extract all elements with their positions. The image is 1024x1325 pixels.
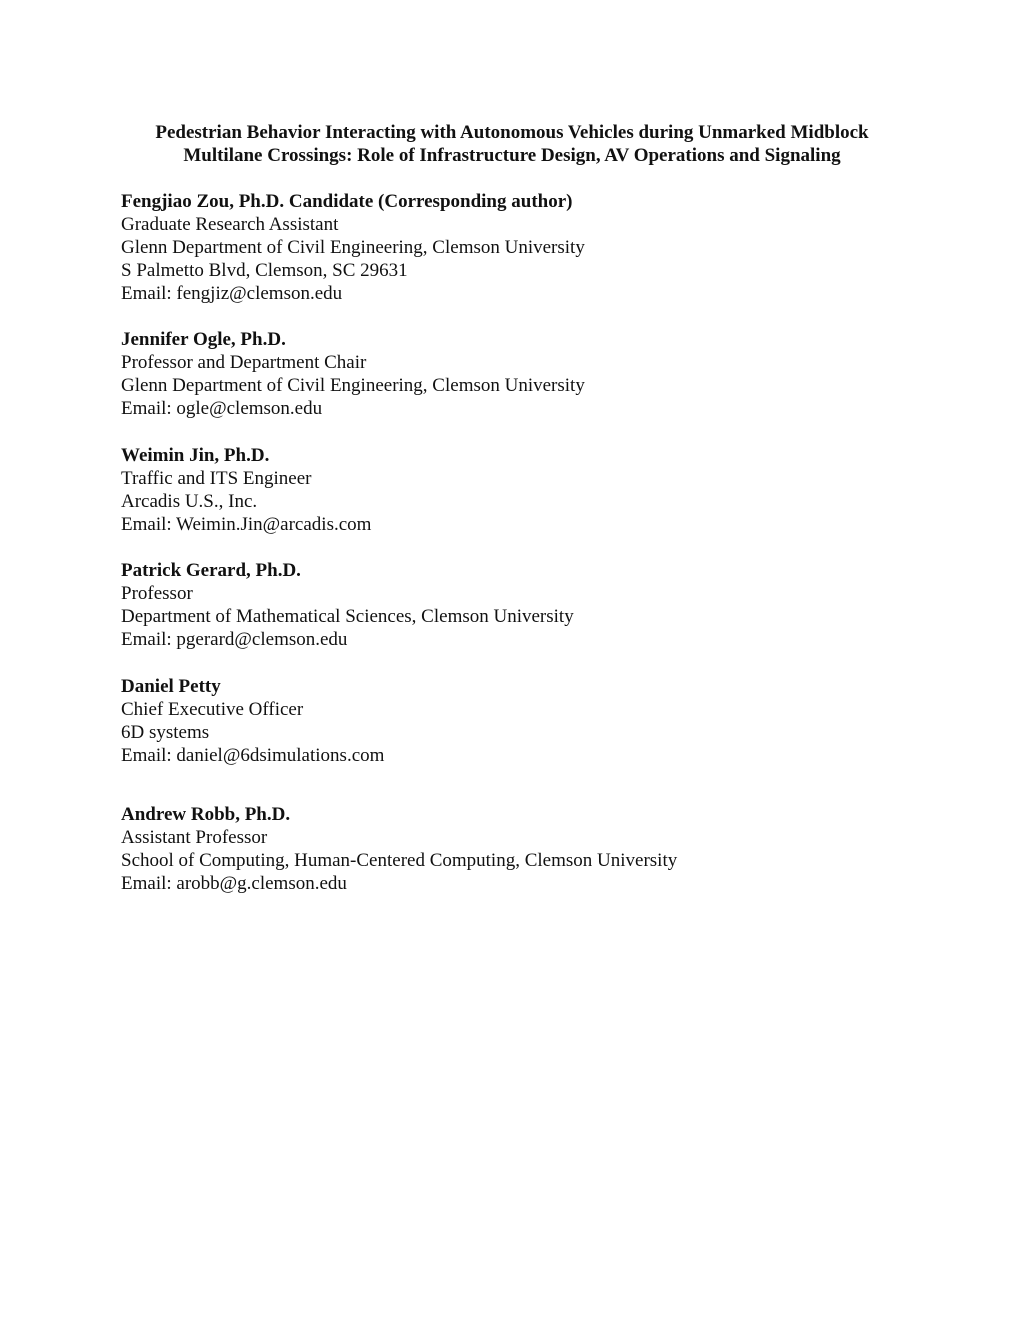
author-block-zou <box>121 190 901 305</box>
author-block-gerard <box>121 559 901 651</box>
author-email: Email: daniel@6dsimulations.com <box>121 745 385 766</box>
author-position: Professor and Department Chair <box>121 352 367 373</box>
author-email: Email: arobb@g.clemson.edu <box>121 873 347 894</box>
paper-title <box>100 121 924 167</box>
author-name: Weimin Jin, Ph.D. <box>121 445 270 466</box>
author-position: Chief Executive Officer <box>121 699 304 720</box>
author-name: Fengjiao Zou, Ph.D. Candidate (Corresponding author) <box>121 191 573 212</box>
author-email: Email: ogle@clemson.edu <box>121 398 323 419</box>
author-block-ogle <box>121 328 901 420</box>
author-email: Email: fengjiz@clemson.edu <box>121 283 343 304</box>
author-block-robb <box>121 803 901 895</box>
author-email: Email: Weimin.Jin@arcadis.com <box>121 514 372 535</box>
author-position: Professor <box>121 583 193 604</box>
author-position: Traffic and ITS Engineer <box>121 468 312 489</box>
author-address: S Palmetto Blvd, Clemson, SC 29631 <box>121 260 408 281</box>
author-affiliation: Department of Mathematical Sciences, Clemson University <box>121 606 574 627</box>
author-block-jin <box>121 444 901 536</box>
author-affiliation: Arcadis U.S., Inc. <box>121 491 258 512</box>
author-name: Jennifer Ogle, Ph.D. <box>121 329 286 350</box>
title-line-2: Multilane Crossings: Role of Infrastructure Design, AV Operations and Signaling <box>183 145 841 166</box>
author-name: Andrew Robb, Ph.D. <box>121 804 291 825</box>
author-affiliation: Glenn Department of Civil Engineering, Clemson University <box>121 375 585 396</box>
author-affiliation: School of Computing, Human-Centered Computing, Clemson University <box>121 850 678 871</box>
author-name: Daniel Petty <box>121 676 221 697</box>
author-name: Patrick Gerard, Ph.D. <box>121 560 301 581</box>
author-position: Assistant Professor <box>121 827 268 848</box>
author-email: Email: pgerard@clemson.edu <box>121 629 348 650</box>
author-affiliation: 6D systems <box>121 722 210 743</box>
author-position: Graduate Research Assistant <box>121 214 339 235</box>
author-affiliation: Glenn Department of Civil Engineering, Clemson University <box>121 237 585 258</box>
author-block-petty <box>121 675 901 767</box>
title-line-1: Pedestrian Behavior Interacting with Autonomous Vehicles during Unmarked Midblock <box>155 122 869 143</box>
